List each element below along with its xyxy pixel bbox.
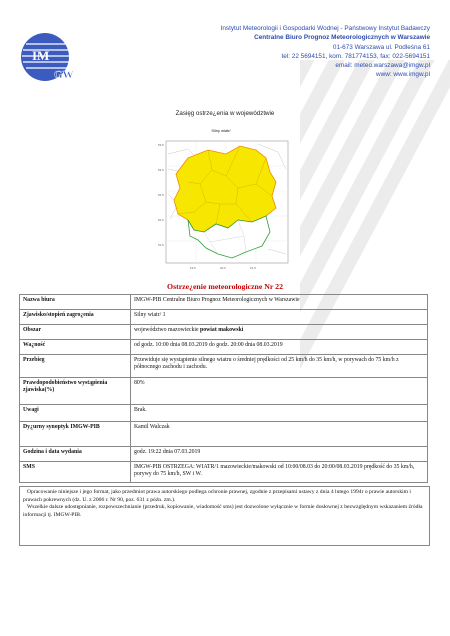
- row-label: Nazwa biura: [20, 295, 131, 310]
- contact-block: [221, 24, 430, 80]
- svg-text:19.5: 19.5: [190, 266, 196, 270]
- row-value: Silny wiatr/ 1: [131, 310, 428, 325]
- svg-text:GW: GW: [54, 69, 74, 81]
- svg-text:51.5: 51.5: [158, 243, 164, 247]
- warning-map: [148, 124, 294, 274]
- copyright-paragraph-1: Opracowanie niniejsze i jego format, jako przedmiot prawa autorskiego podlega ochronie prawnej, zgodnie z przepisami ustawy z dnia 4 lutego 1994r o prawie autorskim i prawach pokrewnych (dz. U. z 2006 r. Nr 90, poz. 631 z późn. zm.).: [23, 489, 411, 503]
- table-row: [20, 340, 428, 355]
- svg-text:IM: IM: [32, 48, 50, 63]
- org-name: Instytut Meteorologii i Gospodarki Wodnej - Państwowy Instytut Badawczy: [220, 25, 430, 32]
- address: 01-673 Warszawa ul. Podleśna 61: [332, 43, 430, 51]
- phone: tel: 22 5694151, kom. 781774153, fax: 022-5694151: [281, 52, 430, 60]
- warning-title: Ostrze¿enie meteorologiczne Nr 22: [167, 282, 283, 291]
- imgw-logo-icon: [18, 30, 88, 84]
- table-row: [20, 422, 428, 447]
- header: [0, 0, 450, 95]
- row-value: IMGW-PIB Centralne Biuro Prognoz Meteorologicznych w Warszawie: [131, 295, 428, 310]
- row-label: Dy¿urny synoptyk IMGW-PIB: [20, 422, 131, 447]
- svg-text:53.0: 53.0: [158, 168, 164, 172]
- row-value: IMGW-PIB OSTRZEGA: WIATR/1 mazowieckie/makowski od 10:00/08.03 do 20:00/08.03.2019 prędkość do 35 km/h, porywy do 75 km/h, SW i W.: [131, 462, 428, 483]
- row-value: [131, 325, 428, 340]
- row-label: SMS: [20, 462, 131, 483]
- row-label: Uwagi: [20, 405, 131, 422]
- copyright-paragraph-2: Wszelkie dalsze udostępnianie, rozpowszechnianie (przedruk, kopiowanie, wiadomość sms) jest dozwolone wyłącznie w formie dosłownej z bezwzględnym wskazaniem źródła informacji tj. IMGW-PIB.: [23, 504, 423, 518]
- row-value: Kamil Walczak: [131, 422, 428, 447]
- row-label: Wa¿ność: [20, 340, 131, 355]
- table-row: [20, 355, 428, 378]
- row-value: od godz. 10:00 dnia 08.03.2019 do godz. 20:00 dnia 08.03.2019: [131, 340, 428, 355]
- website: www: www.imgw.pl: [376, 71, 430, 79]
- table-row: [20, 378, 428, 405]
- table-row: [20, 447, 428, 462]
- svg-text:20.5: 20.5: [220, 266, 226, 270]
- table-row: [20, 405, 428, 422]
- row-label: Obszar: [20, 325, 131, 340]
- warning-details-table: [19, 294, 428, 483]
- row-label: Godzina i data wydania: [20, 447, 131, 462]
- office-name: Centralne Biuro Prognoz Meteorologicznych w Warszawie: [254, 34, 430, 42]
- map-caption: Zasięg ostrze¿enia w województwie: [175, 110, 275, 117]
- map-legend: Silny wiatr/: [211, 128, 231, 133]
- svg-text:52.0: 52.0: [158, 218, 164, 222]
- table-row: [20, 310, 428, 325]
- row-value: 80%: [131, 378, 428, 405]
- row-value: godz. 19:22 dnia 07.03.2019: [131, 447, 428, 462]
- table-row: [20, 462, 428, 483]
- copyright-notice: [19, 486, 430, 546]
- svg-text:21.5: 21.5: [250, 266, 256, 270]
- row-label: Zjawisko/stopień zagro¿enia: [20, 310, 131, 325]
- row-value: Przewiduje się wystąpienie silnego wiatru o średniej prędkości od 25 km/h do 35 km/h, w porywach do 75 km/h z północnego zachodu i zachodu.: [131, 355, 428, 378]
- svg-text:52.5: 52.5: [158, 193, 164, 197]
- area-region: województwo mazowieckie: [134, 327, 200, 333]
- table-row: [20, 325, 428, 340]
- svg-text:53.5: 53.5: [158, 143, 164, 147]
- email: email: meteo.warszawa@imgw.pl: [335, 62, 430, 70]
- row-value: Brak.: [131, 405, 428, 422]
- row-label: Prawdopodobieństwo wystąpienia zjawiska(%): [20, 378, 131, 405]
- area-district: powiat makowski: [200, 327, 244, 333]
- table-row: [20, 295, 428, 310]
- row-label: Przebieg: [20, 355, 131, 378]
